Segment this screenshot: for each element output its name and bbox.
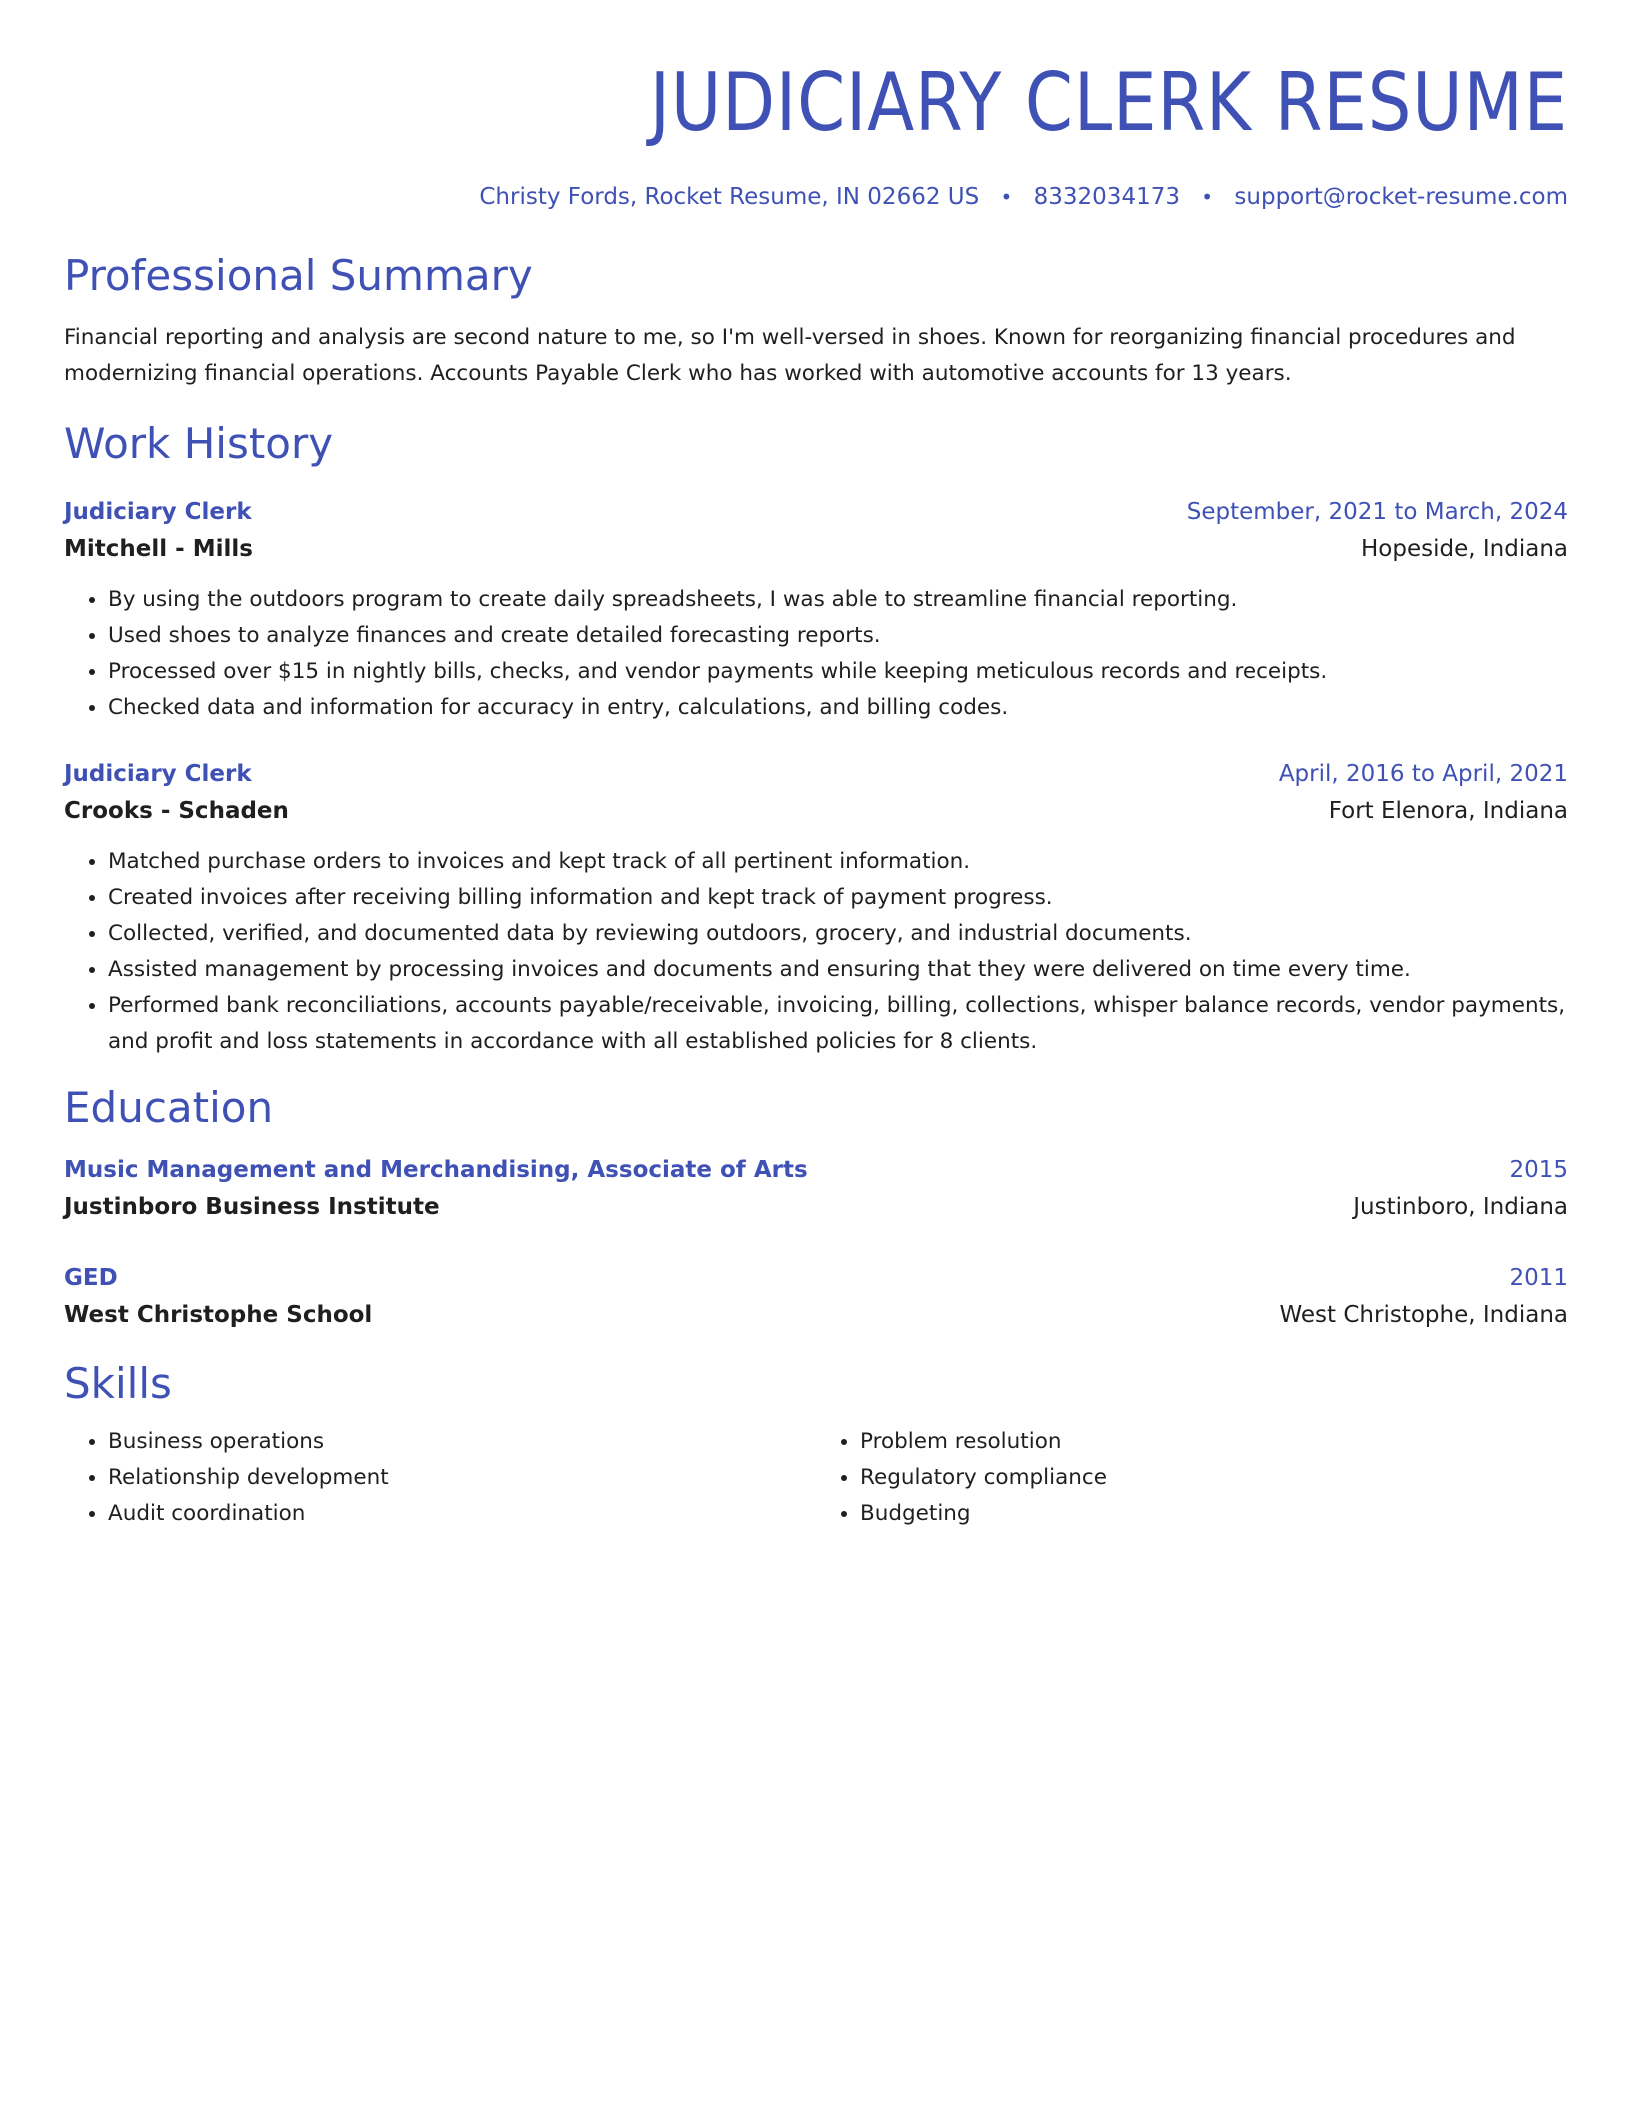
job-duty: • Checked data and information for accuracy in entry, calculations, and billing codes. — [108, 690, 1568, 726]
skill-item: • Business operations — [108, 1424, 816, 1460]
skills-column-left — [64, 1424, 816, 1532]
job-dates: September, 2021 to March, 2024 — [1186, 499, 1568, 525]
job-duty: • Used shoes to analyze finances and create detailed forecasting reports. — [108, 618, 1568, 654]
education-entry — [64, 1260, 1568, 1334]
contact-line — [64, 182, 1568, 212]
job-duty: • Created invoices after receiving billing information and kept track of payment progress. — [108, 880, 1568, 916]
section-title-summary: Professional Summary — [64, 251, 533, 300]
education-school-row — [64, 1296, 1568, 1334]
education-location: Justinboro, Indiana — [1353, 1194, 1568, 1220]
skills-list — [64, 1424, 816, 1532]
education-entry — [64, 1152, 1568, 1226]
resume-header — [64, 0, 1568, 212]
education-school: Justinboro Business Institute — [64, 1194, 440, 1220]
education-degree: Music Management and Merchandising, Associate of Arts — [64, 1157, 808, 1183]
education-school-row — [64, 1188, 1568, 1226]
education-school: West Christophe School — [64, 1302, 373, 1328]
job-company: Crooks - Schaden — [64, 798, 289, 824]
skill-item: • Problem resolution — [860, 1424, 1568, 1460]
job-location: Fort Elenora, Indiana — [1328, 798, 1568, 824]
skills-section — [64, 1358, 1568, 1532]
contact-email: support@rocket-resume.com — [1234, 184, 1568, 210]
job-title: Judiciary Clerk — [64, 499, 252, 525]
contact-separator: • — [1000, 185, 1013, 209]
job-company-row — [64, 792, 1568, 830]
job-entry — [64, 756, 1568, 1060]
work-history-section — [64, 418, 1568, 1060]
education-year: 2011 — [1509, 1265, 1568, 1291]
skill-item: • Audit coordination — [108, 1496, 816, 1532]
skill-item: • Relationship development — [108, 1460, 816, 1496]
summary-text: Financial reporting and analysis are second nature to me, so I'm well-versed in shoes. Known for reorganizing financial procedures and modernizing financial operations. Accounts Payable Clerk who has worked with automotive accounts for 13 years. — [64, 325, 1516, 386]
contact-phone: 8332034173 — [1033, 184, 1180, 210]
education-year: 2015 — [1509, 1157, 1568, 1183]
section-title-work-history: Work History — [64, 419, 334, 468]
contact-separator: • — [1201, 185, 1214, 209]
skills-list — [816, 1424, 1568, 1532]
job-header-row — [64, 494, 1568, 530]
skills-grid — [64, 1424, 1568, 1532]
job-dates: April, 2016 to April, 2021 — [1278, 761, 1568, 787]
job-duty: • Performed bank reconciliations, accounts payable/receivable, invoicing, billing, collections, whisper balance records, vendor payments, and profit and loss statements in accordance with all established policies for 8 clients. — [108, 988, 1568, 1060]
skill-item: • Regulatory compliance — [860, 1460, 1568, 1496]
job-entry — [64, 494, 1568, 726]
job-duty: • By using the outdoors program to create daily spreadsheets, I was able to streamline financial reporting. — [108, 582, 1568, 618]
summary-section — [64, 250, 1568, 392]
education-location: West Christophe, Indiana — [1279, 1302, 1568, 1328]
education-degree: GED — [64, 1265, 118, 1291]
job-duty: • Processed over $15 in nightly bills, checks, and vendor payments while keeping meticulous records and receipts. — [108, 654, 1568, 690]
job-company-row — [64, 530, 1568, 568]
job-duties-list — [64, 844, 1568, 1060]
resume-title: JUDICIARY CLERK RESUME — [649, 56, 1568, 149]
job-duty: • Matched purchase orders to invoices and kept track of all pertinent information. — [108, 844, 1568, 880]
skill-item: • Budgeting — [860, 1496, 1568, 1532]
job-duty: • Collected, verified, and documented data by reviewing outdoors, grocery, and industrial documents. — [108, 916, 1568, 952]
skills-column-right — [816, 1424, 1568, 1532]
contact-address: Christy Fords, Rocket Resume, IN 02662 US — [479, 184, 980, 210]
education-header-row — [64, 1152, 1568, 1188]
job-header-row — [64, 756, 1568, 792]
job-duties-list — [64, 582, 1568, 726]
job-company: Mitchell - Mills — [64, 536, 253, 562]
section-title-skills: Skills — [64, 1359, 172, 1408]
job-location: Hopeside, Indiana — [1361, 536, 1568, 562]
section-title-education: Education — [64, 1083, 274, 1132]
education-section — [64, 1082, 1568, 1334]
job-title: Judiciary Clerk — [64, 761, 252, 787]
education-header-row — [64, 1260, 1568, 1296]
job-duty: • Assisted management by processing invoices and documents and ensuring that they were delivered on time every time. — [108, 952, 1568, 988]
